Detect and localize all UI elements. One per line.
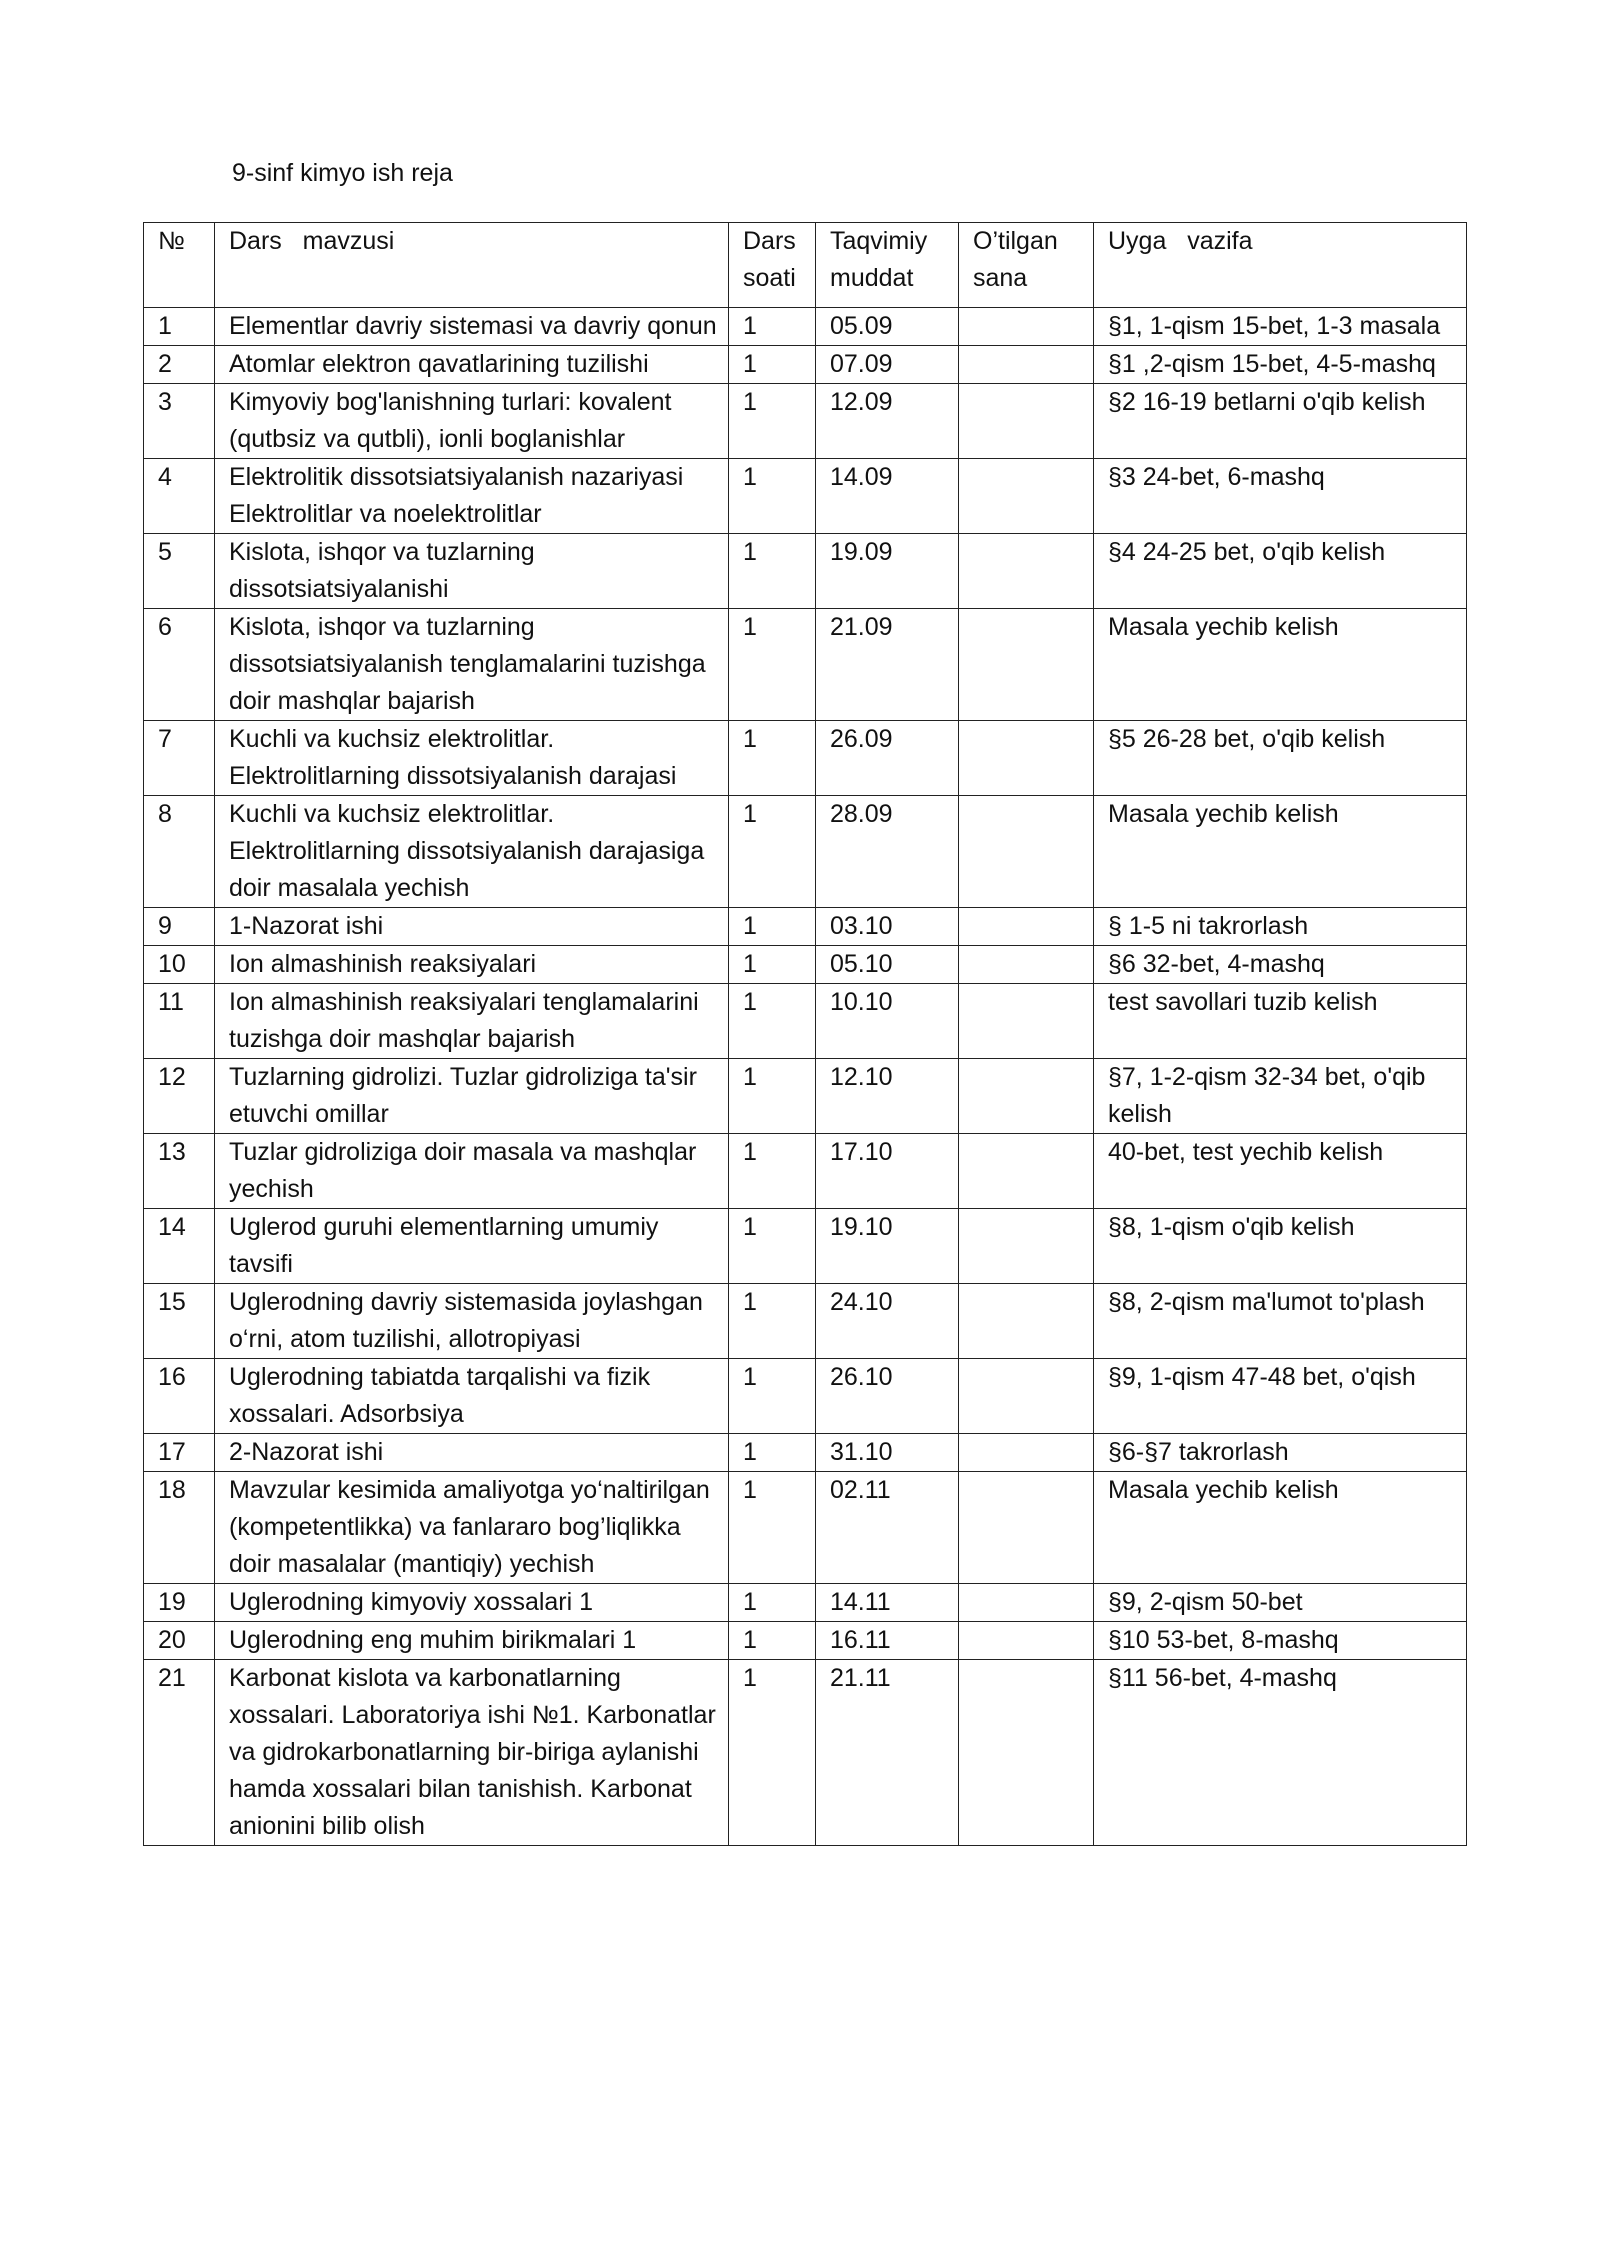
- lesson-topic-cell: Kimyoviy bog'lanishning turlari: kovalent (qutbsiz va qutbli), ionli boglanishlar: [215, 384, 729, 459]
- lesson-topic-cell: Kuchli va kuchsiz elektrolitlar. Elektrolitlarning dissotsiyalanish darajasi: [215, 721, 729, 796]
- completed-date-cell: [959, 384, 1094, 459]
- header-hours: Dars soati: [729, 223, 816, 308]
- lesson-topic-cell: Uglerodning davriy sistemasida joylashgan o‘rni, atom tuzilishi, allotropiyasi: [215, 1284, 729, 1359]
- lesson-topic-cell: Kuchli va kuchsiz elektrolitlar. Elektrolitlarning dissotsiyalanish darajasiga doir masalala yechish: [215, 796, 729, 908]
- completed-date-cell: [959, 908, 1094, 946]
- completed-date-cell: [959, 459, 1094, 534]
- row-number-cell: 15: [144, 1284, 215, 1359]
- homework-cell: §3 24-bet, 6-mashq: [1094, 459, 1467, 534]
- completed-date-cell: [959, 1472, 1094, 1584]
- homework-cell: §9, 2-qism 50-bet: [1094, 1584, 1467, 1622]
- lesson-topic-cell: Mavzular kesimida amaliyotga yo‘naltirilgan (kompetentlikka) va fanlararo bog’liqlikka doir masalalar (mantiqiy) yechish: [215, 1472, 729, 1584]
- row-number-cell: 12: [144, 1059, 215, 1134]
- row-number-cell: 16: [144, 1359, 215, 1434]
- lesson-hours-cell: 1: [729, 1134, 816, 1209]
- scheduled-date-cell: 24.10: [816, 1284, 959, 1359]
- row-number-cell: 3: [144, 384, 215, 459]
- completed-date-cell: [959, 1359, 1094, 1434]
- lesson-hours-cell: 1: [729, 1622, 816, 1660]
- lesson-topic-cell: Elektrolitik dissotsiatsiyalanish nazariyasi Elektrolitlar va noelektrolitlar: [215, 459, 729, 534]
- homework-cell: test savollari tuzib kelish: [1094, 984, 1467, 1059]
- homework-cell: 40-bet, test yechib kelish: [1094, 1134, 1467, 1209]
- row-number-cell: 21: [144, 1660, 215, 1846]
- scheduled-date-cell: 02.11: [816, 1472, 959, 1584]
- table-row: [144, 1472, 1467, 1584]
- completed-date-cell: [959, 1209, 1094, 1284]
- lesson-hours-cell: 1: [729, 308, 816, 346]
- scheduled-date-cell: 17.10: [816, 1134, 959, 1209]
- scheduled-date-cell: 12.09: [816, 384, 959, 459]
- completed-date-cell: [959, 984, 1094, 1059]
- completed-date-cell: [959, 1622, 1094, 1660]
- lesson-topic-cell: 2-Nazorat ishi: [215, 1434, 729, 1472]
- completed-date-cell: [959, 721, 1094, 796]
- completed-date-cell: [959, 1434, 1094, 1472]
- table-row: [144, 1584, 1467, 1622]
- lesson-hours-cell: 1: [729, 459, 816, 534]
- homework-cell: §1, 1-qism 15-bet, 1-3 masala: [1094, 308, 1467, 346]
- scheduled-date-cell: 19.09: [816, 534, 959, 609]
- lesson-topic-cell: Elementlar davriy sistemasi va davriy qonun: [215, 308, 729, 346]
- lesson-topic-cell: Uglerodning tabiatda tarqalishi va fizik xossalari. Adsorbsiya: [215, 1359, 729, 1434]
- lesson-topic-cell: Kislota, ishqor va tuzlarning dissotsiatsiyalanish tenglamalarini tuzishga doir mashqlar bajarish: [215, 609, 729, 721]
- table-row: [144, 1284, 1467, 1359]
- lesson-hours-cell: 1: [729, 721, 816, 796]
- lesson-hours-cell: 1: [729, 1284, 816, 1359]
- row-number-cell: 4: [144, 459, 215, 534]
- table-row: [144, 721, 1467, 796]
- table-row: [144, 1434, 1467, 1472]
- row-number-cell: 13: [144, 1134, 215, 1209]
- completed-date-cell: [959, 609, 1094, 721]
- table-row: [144, 796, 1467, 908]
- lesson-topic-cell: Karbonat kislota va karbonatlarning xossalari. Laboratoriya ishi №1. Karbonatlar va gidrokarbonatlarning bir-biriga aylanishi hamda xossalari bilan tanishish. Karbonat anionini bilib olish: [215, 1660, 729, 1846]
- table-row: [144, 609, 1467, 721]
- lesson-hours-cell: 1: [729, 946, 816, 984]
- lesson-topic-cell: Atomlar elektron qavatlarining tuzilishi: [215, 346, 729, 384]
- lesson-hours-cell: 1: [729, 346, 816, 384]
- table-row: [144, 534, 1467, 609]
- completed-date-cell: [959, 1284, 1094, 1359]
- lesson-hours-cell: 1: [729, 1472, 816, 1584]
- lesson-hours-cell: 1: [729, 1359, 816, 1434]
- table-row: [144, 908, 1467, 946]
- homework-cell: §4 24-25 bet, o'qib kelish: [1094, 534, 1467, 609]
- table-row: [144, 1059, 1467, 1134]
- scheduled-date-cell: 14.09: [816, 459, 959, 534]
- homework-cell: §8, 2-qism ma'lumot to'plash: [1094, 1284, 1467, 1359]
- lesson-topic-cell: Uglerod guruhi elementlarning umumiy tavsifi: [215, 1209, 729, 1284]
- scheduled-date-cell: 26.09: [816, 721, 959, 796]
- scheduled-date-cell: 14.11: [816, 1584, 959, 1622]
- homework-cell: §8, 1-qism o'qib kelish: [1094, 1209, 1467, 1284]
- lesson-hours-cell: 1: [729, 1584, 816, 1622]
- lesson-hours-cell: 1: [729, 796, 816, 908]
- table-row: [144, 346, 1467, 384]
- row-number-cell: 2: [144, 346, 215, 384]
- lesson-topic-cell: Uglerodning eng muhim birikmalari 1: [215, 1622, 729, 1660]
- lesson-topic-cell: 1-Nazorat ishi: [215, 908, 729, 946]
- scheduled-date-cell: 07.09: [816, 346, 959, 384]
- lesson-plan-table: [143, 222, 1467, 1846]
- homework-cell: §6 32-bet, 4-mashq: [1094, 946, 1467, 984]
- completed-date-cell: [959, 1660, 1094, 1846]
- homework-cell: §10 53-bet, 8-mashq: [1094, 1622, 1467, 1660]
- header-date: Taqvimiy muddat: [816, 223, 959, 308]
- scheduled-date-cell: 05.10: [816, 946, 959, 984]
- row-number-cell: 20: [144, 1622, 215, 1660]
- header-homework: Uyga vazifa: [1094, 223, 1467, 308]
- table-row: [144, 1134, 1467, 1209]
- row-number-cell: 6: [144, 609, 215, 721]
- row-number-cell: 9: [144, 908, 215, 946]
- lesson-hours-cell: 1: [729, 908, 816, 946]
- homework-cell: Masala yechib kelish: [1094, 609, 1467, 721]
- homework-cell: §11 56-bet, 4-mashq: [1094, 1660, 1467, 1846]
- row-number-cell: 5: [144, 534, 215, 609]
- lesson-hours-cell: 1: [729, 1434, 816, 1472]
- table-row: [144, 1622, 1467, 1660]
- row-number-cell: 18: [144, 1472, 215, 1584]
- completed-date-cell: [959, 1059, 1094, 1134]
- header-done: O’tilgan sana: [959, 223, 1094, 308]
- table-row: [144, 946, 1467, 984]
- completed-date-cell: [959, 1134, 1094, 1209]
- row-number-cell: 14: [144, 1209, 215, 1284]
- scheduled-date-cell: 28.09: [816, 796, 959, 908]
- table-row: [144, 1209, 1467, 1284]
- header-row: [144, 223, 1467, 308]
- homework-cell: Masala yechib kelish: [1094, 1472, 1467, 1584]
- lesson-hours-cell: 1: [729, 1660, 816, 1846]
- scheduled-date-cell: 16.11: [816, 1622, 959, 1660]
- scheduled-date-cell: 21.11: [816, 1660, 959, 1846]
- row-number-cell: 7: [144, 721, 215, 796]
- lesson-topic-cell: Ion almashinish reaksiyalari tenglamalarini tuzishga doir mashqlar bajarish: [215, 984, 729, 1059]
- scheduled-date-cell: 26.10: [816, 1359, 959, 1434]
- header-num: №: [144, 223, 215, 308]
- lesson-hours-cell: 1: [729, 609, 816, 721]
- lesson-topic-cell: Ion almashinish reaksiyalari: [215, 946, 729, 984]
- row-number-cell: 17: [144, 1434, 215, 1472]
- completed-date-cell: [959, 946, 1094, 984]
- table-row: [144, 308, 1467, 346]
- scheduled-date-cell: 19.10: [816, 1209, 959, 1284]
- lesson-topic-cell: Uglerodning kimyoviy xossalari 1: [215, 1584, 729, 1622]
- homework-cell: §6-§7 takrorlash: [1094, 1434, 1467, 1472]
- scheduled-date-cell: 05.09: [816, 308, 959, 346]
- table-row: [144, 984, 1467, 1059]
- scheduled-date-cell: 12.10: [816, 1059, 959, 1134]
- homework-cell: §5 26-28 bet, o'qib kelish: [1094, 721, 1467, 796]
- lesson-hours-cell: 1: [729, 984, 816, 1059]
- lesson-topic-cell: Tuzlarning gidrolizi. Tuzlar gidroliziga ta'sir etuvchi omillar: [215, 1059, 729, 1134]
- homework-cell: §9, 1-qism 47-48 bet, o'qish: [1094, 1359, 1467, 1434]
- scheduled-date-cell: 10.10: [816, 984, 959, 1059]
- completed-date-cell: [959, 346, 1094, 384]
- row-number-cell: 8: [144, 796, 215, 908]
- lesson-topic-cell: Kislota, ishqor va tuzlarning dissotsiatsiyalanishi: [215, 534, 729, 609]
- homework-cell: § 1-5 ni takrorlash: [1094, 908, 1467, 946]
- scheduled-date-cell: 31.10: [816, 1434, 959, 1472]
- row-number-cell: 10: [144, 946, 215, 984]
- homework-cell: §2 16-19 betlarni o'qib kelish: [1094, 384, 1467, 459]
- lesson-hours-cell: 1: [729, 1209, 816, 1284]
- table-row: [144, 459, 1467, 534]
- homework-cell: Masala yechib kelish: [1094, 796, 1467, 908]
- table-row: [144, 1359, 1467, 1434]
- lesson-hours-cell: 1: [729, 384, 816, 459]
- lesson-hours-cell: 1: [729, 1059, 816, 1134]
- table-row: [144, 384, 1467, 459]
- scheduled-date-cell: 21.09: [816, 609, 959, 721]
- completed-date-cell: [959, 796, 1094, 908]
- row-number-cell: 1: [144, 308, 215, 346]
- row-number-cell: 11: [144, 984, 215, 1059]
- lesson-topic-cell: Tuzlar gidroliziga doir masala va mashqlar yechish: [215, 1134, 729, 1209]
- header-topic: Dars mavzusi: [215, 223, 729, 308]
- completed-date-cell: [959, 308, 1094, 346]
- row-number-cell: 19: [144, 1584, 215, 1622]
- completed-date-cell: [959, 534, 1094, 609]
- document-title: 9-sinf kimyo ish reja: [232, 159, 453, 187]
- table-row: [144, 1660, 1467, 1846]
- lesson-hours-cell: 1: [729, 534, 816, 609]
- homework-cell: §7, 1-2-qism 32-34 bet, o'qib kelish: [1094, 1059, 1467, 1134]
- scheduled-date-cell: 03.10: [816, 908, 959, 946]
- homework-cell: §1 ,2-qism 15-bet, 4-5-mashq: [1094, 346, 1467, 384]
- completed-date-cell: [959, 1584, 1094, 1622]
